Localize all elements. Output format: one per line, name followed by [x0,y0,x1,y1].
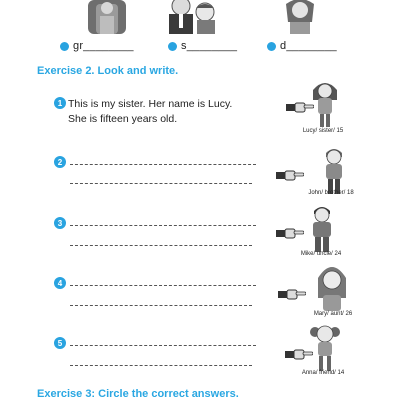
exercise-2-title: Exercise 2. Look and write. [37,65,179,77]
answer-line[interactable] [70,365,252,366]
prompt-word: gr________ [73,40,134,52]
prompt-word: s________ [181,40,238,52]
lucy-illustration [305,78,345,128]
john-illustration [314,145,354,195]
answer-line[interactable] [70,285,256,286]
mike-illustration [302,203,342,253]
prompt-grandparents [60,38,134,54]
item-number: 1 [54,97,66,109]
item-number: 2 [54,156,66,168]
figure-caption: Lucy/ sister/ 15 [302,128,344,134]
sample-answer [68,97,232,127]
bullet-icon [267,42,276,51]
item-number: 4 [54,277,66,289]
figure-caption: John/ brother/ 18 [308,190,354,196]
grandparents-illustration [82,0,132,34]
pointing-hand-icon [278,287,306,301]
item-number: 5 [54,337,66,349]
answer-line[interactable] [70,183,252,184]
figure-caption: Mike/ uncle/ 24 [300,251,342,257]
item-number: 3 [54,217,66,229]
prompt-son [168,38,237,54]
sample-line-1: This is my sister. Her name is Lucy. [68,98,233,110]
prompt-word: d________ [280,40,337,52]
sample-line-2: She is fifteen years old. [68,113,178,125]
bullet-icon [60,42,69,51]
answer-line[interactable] [70,164,256,165]
exercise-3-title: Exercise 3: Circle the correct answers. [37,388,239,400]
daughter-illustration [282,0,318,34]
answer-line[interactable] [70,305,252,306]
son-father-illustration [165,0,225,34]
pointing-hand-icon [276,226,304,240]
anna-illustration [305,322,345,372]
bullet-icon [168,42,177,51]
answer-line[interactable] [70,345,256,346]
answer-line[interactable] [70,245,252,246]
pointing-hand-icon [276,168,304,182]
figure-caption: Mary/ aunt/ 26 [313,311,353,317]
figure-caption: Anna/ friend/ 14 [301,370,345,376]
answer-line[interactable] [70,225,256,226]
prompt-daughter [267,38,337,54]
mary-illustration [312,262,352,312]
